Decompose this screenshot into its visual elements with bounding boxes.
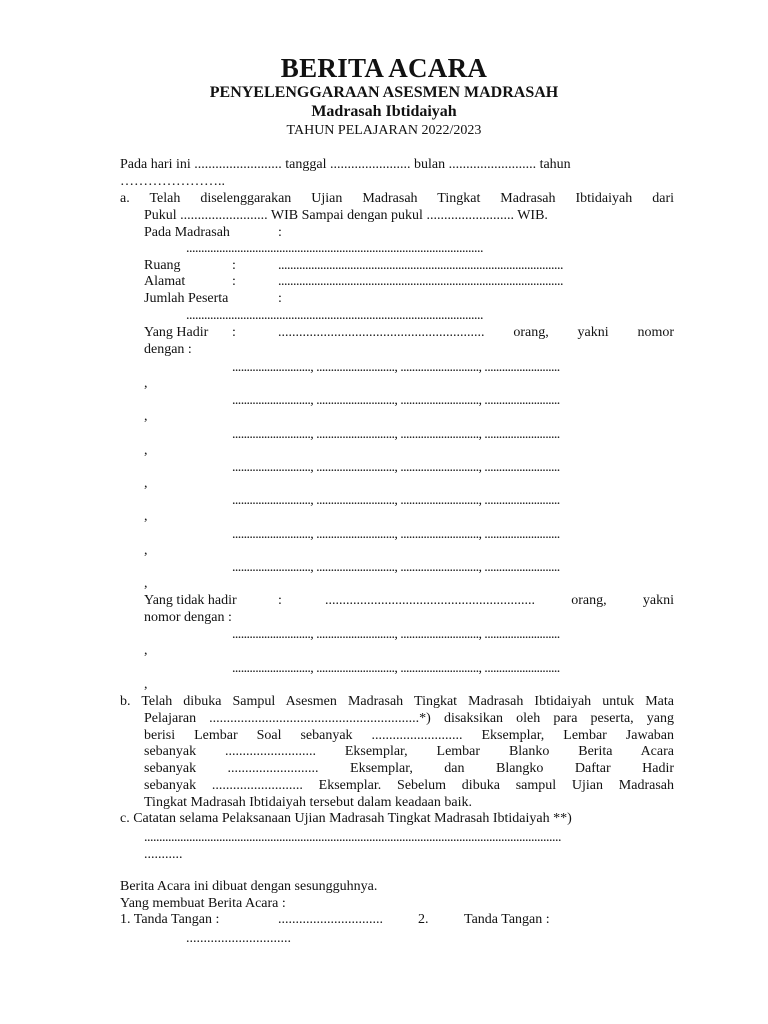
academic-year: TAHUN PELAJARAN 2022/2023 bbox=[286, 123, 482, 138]
hadir-number-row[interactable]: ..........................., ..........................., ..........................., .......................... bbox=[232, 493, 560, 508]
hadir-count-field[interactable]: ........................................................... orang, yakni nomor bbox=[278, 325, 674, 340]
hadir-label: Yang Hadir bbox=[144, 325, 209, 340]
school-type: Madrasah Ibtidaiyah bbox=[311, 103, 457, 120]
section-a-time: Pukul ......................... WIB Sampai dengan pukul ......................... WIB. bbox=[144, 208, 548, 223]
section-b-line: b. Telah dibuka Sampul Asesmen Madrasah Tingkat Madrasah Ibtidaiyah untuk Mata bbox=[120, 694, 674, 709]
tidak-hadir-count-field[interactable]: ............................................................ orang, yakni bbox=[325, 593, 674, 608]
section-a-line-1: a. Telah diselenggarakan Ujian Madrasah Tingkat Madrasah Ibtidaiyah dari bbox=[120, 191, 674, 206]
document-subtitle: PENYELENGGARAAN ASESMEN MADRASAH bbox=[209, 84, 559, 101]
madrasah-field[interactable]: ................................................................................................... bbox=[186, 241, 483, 256]
document-title: BERITA ACARA bbox=[280, 53, 488, 83]
row-comma: , bbox=[144, 509, 148, 524]
signature-1-field[interactable]: .............................. bbox=[278, 912, 383, 927]
intro-line-continued: ………………….. bbox=[120, 174, 225, 189]
hadir-number-row[interactable]: ..........................., ..........................., ..........................., .......................... bbox=[232, 360, 560, 375]
intro-line: Pada hari ini ......................... tanggal ....................... bulan ......................... tahun bbox=[120, 157, 571, 172]
section-b-line: berisi Lembar Soal sebanyak .......................... Eksemplar, Lembar Jawaban bbox=[144, 728, 674, 743]
hadir-number-row[interactable]: ..........................., ..........................., ..........................., .......................... bbox=[232, 393, 560, 408]
section-c-heading: c. Catatan selama Pelaksanaan Ujian Madrasah Tingkat Madrasah Ibtidaiyah **) bbox=[120, 811, 572, 826]
ruang-field[interactable]: ............................................................................................... bbox=[278, 258, 563, 273]
alamat-field[interactable]: ............................................................................................... bbox=[278, 274, 563, 289]
madrasah-label: Pada Madrasah bbox=[144, 225, 230, 240]
section-b-line: Pelajaran ............................................................*) disaksikan oleh para peserta, yang bbox=[144, 711, 674, 726]
row-comma: , bbox=[144, 543, 148, 558]
tidak-hadir-number-row[interactable]: ..........................., ..........................., ..........................., .......................... bbox=[232, 627, 560, 642]
signatories-heading: Yang membuat Berita Acara : bbox=[120, 896, 286, 911]
alamat-label: Alamat bbox=[144, 274, 186, 289]
hadir-number-row[interactable]: ..........................., ..........................., ..........................., .......................... bbox=[232, 427, 560, 442]
tidak-hadir-label: Yang tidak hadir bbox=[144, 593, 237, 608]
section-b-line: Tingkat Madrasah Ibtidaiyah tersebut dalam keadaan baik. bbox=[144, 795, 472, 810]
row-comma: , bbox=[144, 476, 148, 491]
hadir-number-row[interactable]: ..........................., ..........................., ..........................., .......................... bbox=[232, 527, 560, 542]
signature-2-number: 2. bbox=[418, 912, 429, 927]
catatan-field[interactable]: ........................................................................................................................................... bbox=[144, 830, 561, 845]
ruang-colon: : bbox=[232, 258, 236, 273]
row-comma: , bbox=[144, 643, 148, 658]
section-b-line: sebanyak .......................... Eksemplar. Sebelum dibuka sampul Ujian Madrasah bbox=[144, 778, 674, 793]
closing-statement: Berita Acara ini dibuat dengan sesungguhnya. bbox=[120, 879, 378, 894]
signature-2-field[interactable]: .............................. bbox=[186, 931, 291, 946]
tidak-hadir-colon: : bbox=[278, 593, 282, 608]
jumlah-peserta-colon: : bbox=[278, 291, 282, 306]
signature-2-label: Tanda Tangan : bbox=[464, 912, 550, 927]
tidak-hadir-line-continued: nomor dengan : bbox=[144, 610, 232, 625]
section-b-line: sebanyak .......................... Eksemplar, dan Blangko Daftar Hadir bbox=[144, 761, 674, 776]
hadir-colon: : bbox=[232, 325, 236, 340]
alamat-colon: : bbox=[232, 274, 236, 289]
catatan-field-continued[interactable]: ........... bbox=[144, 847, 183, 862]
madrasah-colon: : bbox=[278, 225, 282, 240]
hadir-number-row[interactable]: ..........................., ..........................., ..........................., .......................... bbox=[232, 460, 560, 475]
ruang-label: Ruang bbox=[144, 258, 181, 273]
jumlah-peserta-field[interactable]: ................................................................................................... bbox=[186, 308, 483, 323]
row-comma: , bbox=[144, 443, 148, 458]
row-comma: , bbox=[144, 376, 148, 391]
tidak-hadir-number-row[interactable]: ..........................., ..........................., ..........................., .......................... bbox=[232, 661, 560, 676]
section-b-line: sebanyak .......................... Eksemplar, Lembar Blanko Berita Acara bbox=[144, 744, 674, 759]
row-comma: , bbox=[144, 409, 148, 424]
row-comma: , bbox=[144, 677, 148, 692]
hadir-number-row[interactable]: ..........................., ..........................., ..........................., .......................... bbox=[232, 560, 560, 575]
row-comma: , bbox=[144, 576, 148, 591]
hadir-line-continued: dengan : bbox=[144, 342, 192, 357]
signature-1-label: 1. Tanda Tangan : bbox=[120, 912, 220, 927]
jumlah-peserta-label: Jumlah Peserta bbox=[144, 291, 229, 306]
